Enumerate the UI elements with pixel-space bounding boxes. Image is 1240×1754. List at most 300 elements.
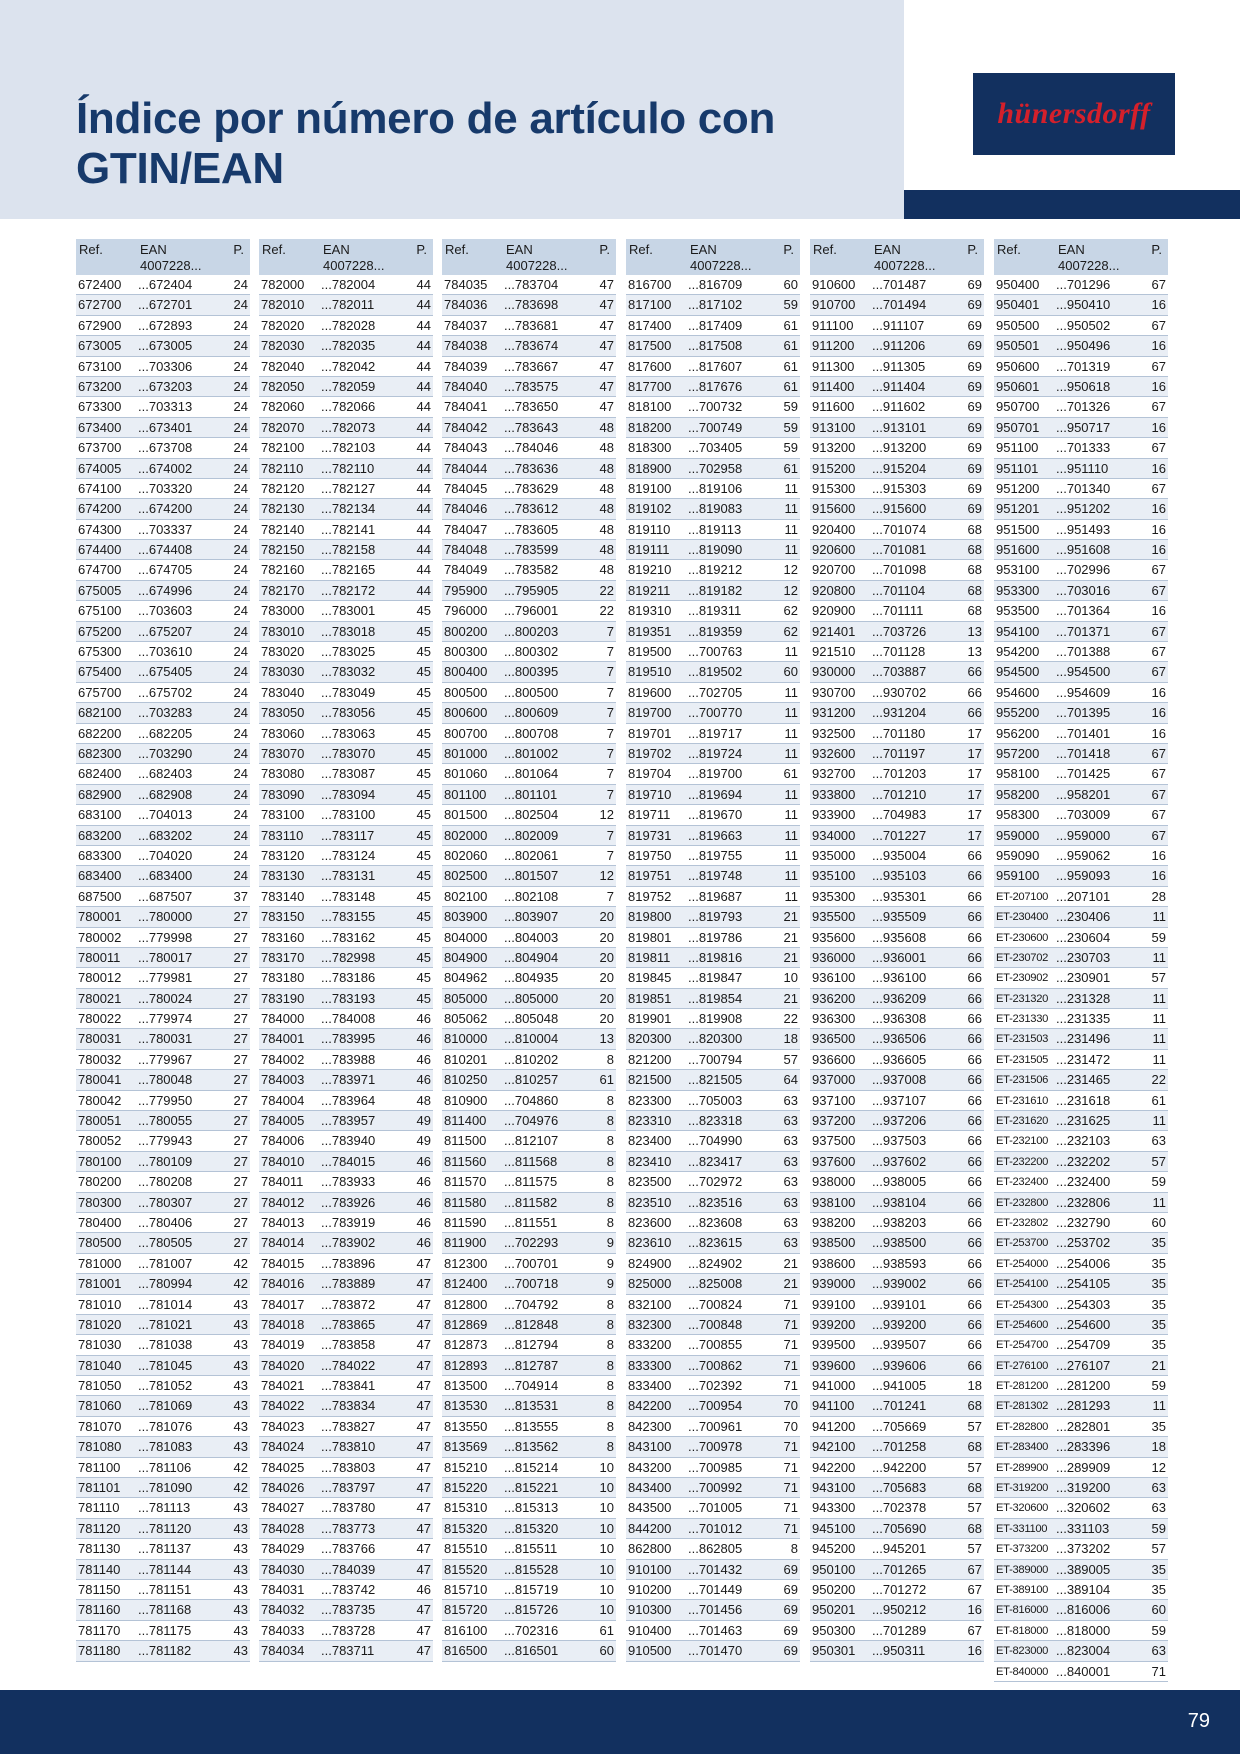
ref-cell: 950500 — [996, 317, 1040, 333]
page-cell: 7 — [606, 745, 614, 761]
ean-cell: ...804935 — [504, 970, 559, 986]
ref-cell: 780042 — [78, 1092, 122, 1108]
ean-cell: ...783063 — [321, 725, 376, 741]
table-row — [994, 438, 1168, 458]
ref-cell: 800400 — [444, 664, 488, 680]
table-row — [810, 948, 984, 968]
ean-cell: ...935608 — [872, 929, 927, 945]
table-row — [442, 581, 616, 601]
ean-cell: ...783735 — [321, 1602, 376, 1618]
ean-cell: ...815528 — [504, 1561, 559, 1577]
ref-cell: 803900 — [444, 909, 488, 925]
table-row — [810, 1641, 984, 1661]
page-cell: 24 — [233, 807, 248, 823]
page-cell: 71 — [783, 1357, 798, 1373]
page-cell: 27 — [233, 1113, 248, 1129]
table-row — [810, 1213, 984, 1233]
table-row — [76, 1029, 250, 1049]
ean-cell: ...958201 — [1056, 786, 1111, 802]
ref-cell: 816500 — [444, 1643, 488, 1659]
page-cell: 24 — [233, 684, 248, 700]
ean-cell: ...232806 — [1056, 1194, 1111, 1210]
table-row — [259, 724, 433, 744]
ean-cell: ...781113 — [138, 1500, 191, 1516]
ean-cell: ...950618 — [1056, 378, 1111, 394]
column-header — [442, 239, 616, 275]
table-row — [626, 1213, 800, 1233]
ref-cell: 915300 — [812, 480, 856, 496]
ean-cell: ...810257 — [504, 1072, 559, 1088]
page-cell: 70 — [783, 1418, 798, 1434]
ean-cell: ...782165 — [321, 562, 376, 578]
ean-cell: ...782059 — [321, 378, 376, 394]
page-cell: 21 — [783, 1276, 798, 1292]
ean-cell: ...913200 — [872, 440, 927, 456]
ref-cell: 784028 — [261, 1520, 305, 1536]
table-row — [442, 1539, 616, 1559]
table-row — [810, 928, 984, 948]
page-cell: 43 — [233, 1541, 248, 1557]
ref-cell: 819752 — [628, 888, 672, 904]
ref-cell: 915200 — [812, 460, 856, 476]
ean-cell: ...781076 — [138, 1418, 193, 1434]
page-cell: 44 — [416, 460, 431, 476]
ean-cell: ...673203 — [138, 378, 193, 394]
ean-cell: ...700718 — [504, 1276, 559, 1292]
table-row — [626, 744, 800, 764]
page-cell: 61 — [599, 1072, 614, 1088]
table-row — [626, 316, 800, 336]
table-row — [259, 1091, 433, 1111]
column-header — [76, 239, 250, 275]
table-row — [994, 1172, 1168, 1192]
ean-cell: ...701388 — [1056, 644, 1111, 660]
ean-cell: ...819212 — [688, 562, 743, 578]
ean-cell: ...784008 — [321, 1011, 376, 1027]
ref-cell: 819731 — [628, 827, 672, 843]
ean-cell: ...704990 — [688, 1133, 743, 1149]
table-row — [259, 1580, 433, 1600]
ref-cell: 937100 — [812, 1092, 856, 1108]
page-cell: 7 — [606, 623, 614, 639]
ref-cell: 932500 — [812, 725, 856, 741]
table-row — [259, 357, 433, 377]
page-cell: 8 — [606, 1357, 614, 1373]
page-cell: 68 — [967, 1439, 982, 1455]
table-row — [76, 1478, 250, 1498]
ref-cell: 784043 — [444, 440, 488, 456]
table-row — [810, 1437, 984, 1457]
ean-cell: ...783162 — [321, 929, 376, 945]
column-header — [994, 239, 1168, 275]
header-ean-prefix: 4007228... — [140, 258, 202, 273]
page-cell: 68 — [967, 1480, 982, 1496]
table-row — [259, 1458, 433, 1478]
page-cell: 66 — [967, 1235, 982, 1251]
ref-cell: 812893 — [444, 1357, 488, 1373]
table-row — [994, 744, 1168, 764]
table-row — [994, 1498, 1168, 1518]
table-row — [442, 1519, 616, 1539]
table-row — [259, 887, 433, 907]
table-row — [259, 540, 433, 560]
table-row — [626, 581, 800, 601]
page-cell: 27 — [233, 990, 248, 1006]
ref-cell: 782020 — [261, 317, 305, 333]
ref-cell: 683100 — [78, 807, 122, 823]
ref-cell: 780041 — [78, 1072, 122, 1088]
table-row — [442, 1172, 616, 1192]
ref-cell: 813530 — [444, 1398, 488, 1414]
ref-cell: 911300 — [812, 358, 855, 374]
ref-cell: 843100 — [628, 1439, 672, 1455]
ref-cell: ET-232800 — [996, 1196, 1049, 1209]
table-row — [810, 1356, 984, 1376]
ean-cell: ...938104 — [872, 1194, 927, 1210]
ref-cell: 945200 — [812, 1541, 856, 1557]
ref-cell: 780022 — [78, 1011, 122, 1027]
page-cell: 47 — [416, 1459, 431, 1475]
page-cell: 69 — [783, 1622, 798, 1638]
table-row — [994, 703, 1168, 723]
ean-cell: ...701111 — [872, 603, 924, 619]
table-row — [810, 418, 984, 438]
table-row — [259, 622, 433, 642]
table-row — [810, 642, 984, 662]
table-row — [810, 1396, 984, 1416]
page-cell: 66 — [967, 888, 982, 904]
ref-cell: 959090 — [996, 847, 1040, 863]
table-row — [994, 846, 1168, 866]
page-cell: 44 — [416, 501, 431, 517]
table-row — [626, 520, 800, 540]
ref-cell: 819110 — [628, 521, 671, 537]
ref-cell: 832100 — [628, 1296, 672, 1312]
ref-cell: 820300 — [628, 1031, 672, 1047]
table-row — [994, 1662, 1168, 1682]
ref-cell: 823400 — [628, 1133, 672, 1149]
ref-cell: ET-231505 — [996, 1053, 1049, 1066]
ref-cell: 782150 — [261, 542, 305, 558]
ref-cell: 802500 — [444, 868, 488, 884]
page-cell: 70 — [783, 1398, 798, 1414]
ref-cell: 937000 — [812, 1072, 856, 1088]
ean-cell: ...823615 — [688, 1235, 743, 1251]
ean-cell: ...230406 — [1056, 909, 1111, 925]
table-row — [442, 1131, 616, 1151]
ean-cell: ...231496 — [1056, 1031, 1111, 1047]
page-cell: 67 — [1151, 277, 1166, 292]
ean-cell: ...783698 — [504, 297, 559, 313]
header-ean-prefix: 4007228... — [506, 258, 568, 273]
ref-cell: 915600 — [812, 501, 856, 517]
page-cell: 59 — [783, 399, 798, 415]
page-cell: 37 — [233, 888, 248, 904]
ref-cell: 913100 — [812, 419, 856, 435]
table-row — [994, 662, 1168, 682]
page-cell: 62 — [783, 603, 798, 619]
ean-cell: ...779950 — [138, 1092, 193, 1108]
table-row — [259, 785, 433, 805]
ean-cell: ...701463 — [688, 1622, 743, 1638]
ean-cell: ...703887 — [872, 664, 927, 680]
page-cell: 17 — [967, 766, 982, 782]
ref-cell: 674300 — [78, 521, 122, 537]
table-row — [259, 295, 433, 315]
table-row — [810, 397, 984, 417]
page-cell: 66 — [967, 1214, 982, 1230]
ean-cell: ...701265 — [872, 1561, 927, 1577]
table-row — [994, 1519, 1168, 1539]
ref-cell: 784023 — [261, 1418, 305, 1434]
page-cell: 69 — [967, 338, 982, 354]
ean-cell: ...819755 — [688, 847, 743, 863]
table-row — [810, 459, 984, 479]
ref-cell: ET-231610 — [996, 1094, 1049, 1107]
page-cell: 27 — [233, 1031, 248, 1047]
page-cell: 8 — [606, 1174, 614, 1190]
ref-cell: 784016 — [261, 1276, 305, 1292]
ref-cell: 784018 — [261, 1316, 305, 1332]
table-row — [810, 275, 984, 295]
brand-logo — [973, 73, 1175, 155]
ref-cell: 784004 — [261, 1092, 305, 1108]
page-cell: 27 — [233, 929, 248, 945]
page-cell: 66 — [967, 847, 982, 863]
ean-cell: ...811568 — [504, 1153, 558, 1169]
table-row — [76, 499, 250, 519]
page-cell: 27 — [233, 909, 248, 925]
ean-cell: ...281293 — [1056, 1398, 1111, 1414]
ref-cell: 784041 — [444, 399, 488, 415]
ref-cell: 823600 — [628, 1214, 672, 1230]
ean-cell: ...700954 — [688, 1398, 743, 1414]
ref-cell: 833300 — [628, 1357, 672, 1373]
ref-cell: 811400 — [444, 1113, 487, 1129]
table-row — [626, 499, 800, 519]
table-row — [994, 1560, 1168, 1580]
ref-cell: 810900 — [444, 1092, 488, 1108]
ref-cell: 784013 — [261, 1214, 305, 1230]
page-cell: 47 — [416, 1255, 431, 1271]
ref-cell: 843400 — [628, 1480, 672, 1496]
ref-cell: 939500 — [812, 1337, 856, 1353]
table-row — [810, 1295, 984, 1315]
table-row — [442, 316, 616, 336]
page-cell: 71 — [783, 1520, 798, 1536]
ean-cell: ...276107 — [1056, 1357, 1111, 1373]
table-row — [994, 989, 1168, 1009]
table-row — [259, 1417, 433, 1437]
page-cell: 60 — [783, 277, 798, 292]
page-cell: 43 — [233, 1582, 248, 1597]
page-cell: 47 — [416, 1316, 431, 1332]
ref-cell: 675005 — [78, 582, 122, 598]
ean-cell: ...674996 — [138, 582, 193, 598]
page-cell: 68 — [967, 542, 982, 558]
ean-cell: ...939606 — [872, 1357, 927, 1373]
page-cell: 44 — [416, 338, 431, 354]
page-cell: 11 — [784, 684, 798, 700]
page-cell: 7 — [606, 766, 614, 782]
header-ref: Ref. — [813, 242, 837, 257]
ref-cell: ET-231330 — [996, 1013, 1049, 1026]
page-cell: 57 — [967, 1418, 982, 1434]
ean-cell: ...783025 — [321, 644, 376, 660]
page-cell: 69 — [783, 1602, 798, 1618]
page-cell: 8 — [606, 1214, 614, 1230]
ean-cell: ...783711 — [321, 1643, 375, 1659]
table-row — [994, 622, 1168, 642]
ean-cell: ...780406 — [138, 1214, 193, 1230]
ref-cell: 784012 — [261, 1194, 305, 1210]
ean-cell: ...701401 — [1056, 725, 1111, 741]
page-cell: 67 — [967, 1561, 982, 1577]
page-cell: 68 — [967, 603, 982, 619]
ean-cell: ...800203 — [504, 623, 559, 639]
ref-cell: 938200 — [812, 1214, 856, 1230]
page-cell: 11 — [1152, 949, 1166, 965]
table-row — [442, 377, 616, 397]
table-row — [76, 1539, 250, 1559]
page-cell: 8 — [606, 1337, 614, 1353]
table-row — [810, 724, 984, 744]
table-row — [994, 1111, 1168, 1131]
page-cell: 66 — [967, 1255, 982, 1271]
table-row — [994, 1254, 1168, 1274]
page-cell: 68 — [967, 1398, 982, 1414]
ref-cell: 823300 — [628, 1092, 672, 1108]
ean-cell: ...682205 — [138, 725, 193, 741]
ean-cell: ...700824 — [688, 1296, 743, 1312]
page-cell: 47 — [416, 1520, 431, 1536]
table-row — [626, 1335, 800, 1355]
table-row — [442, 499, 616, 519]
ref-cell: ET-254700 — [996, 1339, 1049, 1352]
ref-cell: 935100 — [812, 868, 856, 884]
table-row — [76, 662, 250, 682]
ean-cell: ...783582 — [504, 562, 559, 578]
table-row — [442, 1458, 616, 1478]
page-cell: 16 — [1151, 705, 1166, 721]
table-row — [994, 1376, 1168, 1396]
table-row — [442, 1641, 616, 1661]
table-row — [259, 1295, 433, 1315]
ref-cell: 784005 — [261, 1113, 305, 1129]
table-row — [442, 1070, 616, 1090]
ref-cell: 781080 — [78, 1439, 122, 1455]
ref-cell: 910100 — [628, 1561, 672, 1577]
page-cell: 12 — [783, 562, 798, 578]
table-row — [442, 744, 616, 764]
page-cell: 59 — [1151, 1378, 1166, 1394]
ref-cell: 910300 — [628, 1602, 672, 1618]
ean-cell: ...780024 — [138, 990, 193, 1006]
page-cell: 10 — [599, 1541, 614, 1557]
ean-cell: ...783605 — [504, 521, 559, 537]
ref-cell: 920400 — [812, 521, 856, 537]
ref-cell: 950400 — [996, 277, 1040, 292]
ean-cell: ...801507 — [504, 868, 559, 884]
ean-cell: ...937602 — [872, 1153, 927, 1169]
page-cell: 47 — [416, 1337, 431, 1353]
ref-cell: 784014 — [261, 1235, 305, 1251]
ean-cell: ...780048 — [138, 1072, 193, 1088]
ean-cell: ...942200 — [872, 1459, 927, 1475]
page-cell: 67 — [1151, 623, 1166, 639]
page-cell: 66 — [967, 1113, 982, 1129]
ref-cell: 818300 — [628, 440, 672, 456]
page-cell: 45 — [416, 684, 431, 700]
page-cell: 45 — [416, 786, 431, 802]
ref-cell: 673005 — [78, 338, 122, 354]
ean-cell: ...815719 — [504, 1582, 559, 1597]
ean-cell: ...810202 — [504, 1051, 559, 1067]
table-row — [259, 1600, 433, 1620]
ean-cell: ...675702 — [138, 684, 193, 700]
ean-cell: ...783674 — [504, 338, 559, 354]
table-row — [259, 683, 433, 703]
ref-cell: 823510 — [628, 1194, 672, 1210]
table-row — [442, 438, 616, 458]
ean-cell: ...783988 — [321, 1051, 376, 1067]
page-cell: 66 — [967, 1276, 982, 1292]
table-row — [626, 948, 800, 968]
ean-cell: ...802504 — [504, 807, 559, 823]
page-cell: 42 — [233, 1255, 248, 1271]
table-row — [76, 1600, 250, 1620]
ref-cell: 784015 — [261, 1255, 305, 1271]
page-cell: 61 — [783, 317, 798, 333]
page-cell: 60 — [1151, 1602, 1166, 1618]
table-row — [626, 479, 800, 499]
table-row — [76, 377, 250, 397]
table-row — [76, 744, 250, 764]
ref-cell: 935300 — [812, 888, 856, 904]
page-cell: 21 — [1151, 1357, 1166, 1373]
table-row — [994, 1600, 1168, 1620]
ean-cell: ...959062 — [1056, 847, 1111, 863]
table-row — [442, 1478, 616, 1498]
page-cell: 8 — [606, 1113, 614, 1129]
ean-cell: ...231618 — [1056, 1092, 1111, 1108]
ean-cell: ...795905 — [504, 582, 559, 598]
table-row — [259, 418, 433, 438]
ref-cell: 932700 — [812, 766, 856, 782]
table-row — [76, 1009, 250, 1029]
ean-cell: ...231472 — [1056, 1051, 1111, 1067]
ean-cell: ...815320 — [504, 1520, 559, 1536]
table-row — [442, 642, 616, 662]
ref-cell: 682400 — [78, 766, 122, 782]
ean-cell: ...840001 — [1056, 1663, 1111, 1679]
header-page: P. — [967, 242, 978, 257]
table-row — [626, 1641, 800, 1661]
page-cell: 68 — [967, 521, 982, 537]
table-row — [442, 622, 616, 642]
ref-cell: 954100 — [996, 623, 1040, 639]
ref-cell: ET-254300 — [996, 1298, 1049, 1311]
page-cell: 45 — [416, 745, 431, 761]
page-cell: 24 — [233, 664, 248, 680]
ref-cell: 833200 — [628, 1337, 672, 1353]
table-row — [810, 1111, 984, 1131]
ref-cell: 682900 — [78, 786, 122, 802]
ref-cell: 674200 — [78, 501, 122, 517]
ean-cell: ...915303 — [872, 480, 927, 496]
page-cell: 43 — [233, 1622, 248, 1638]
header-ean: EAN — [874, 242, 901, 257]
